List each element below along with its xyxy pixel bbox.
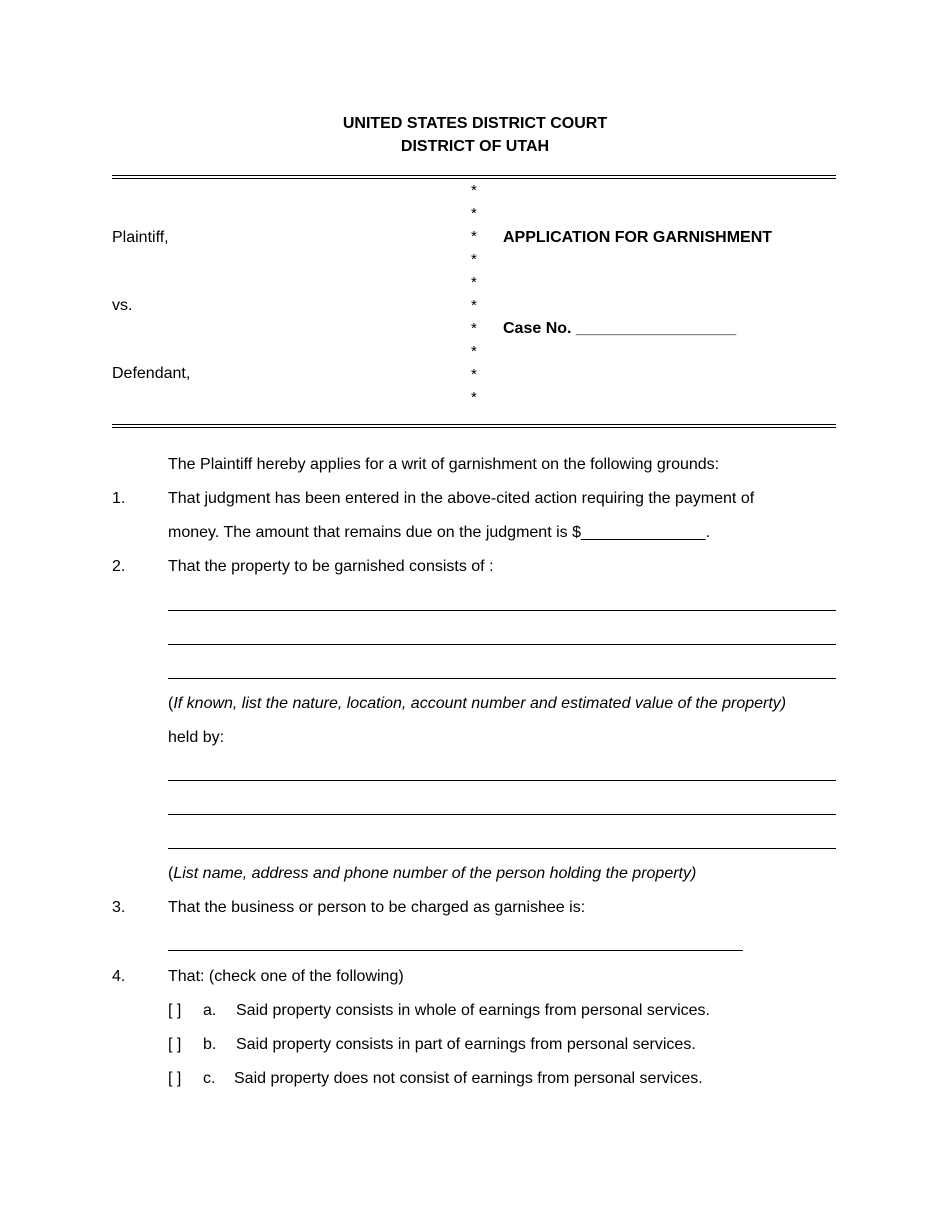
- caption-star: *: [471, 274, 477, 291]
- item-number: 3.: [112, 899, 126, 916]
- caption-star: *: [471, 320, 477, 337]
- garnishee-line[interactable]: [168, 950, 743, 951]
- option-letter: b.: [203, 1036, 217, 1053]
- holder-note: [168, 866, 696, 882]
- caption-star: *: [471, 366, 477, 383]
- case-number-field[interactable]: Case No. __________________: [503, 320, 737, 337]
- item-number: 4.: [112, 968, 126, 985]
- checkbox-b[interactable]: [ ]: [168, 1036, 182, 1053]
- property-line[interactable]: [168, 610, 836, 611]
- property-line[interactable]: [168, 644, 836, 645]
- option-a-text: Said property consists in whole of earnings from personal services.: [236, 1002, 710, 1019]
- holder-line[interactable]: [168, 848, 836, 849]
- item-4-text: That: (check one of the following): [168, 968, 404, 985]
- property-note: [168, 696, 786, 712]
- caption-star: *: [471, 205, 477, 222]
- checkbox-c[interactable]: [ ]: [168, 1070, 182, 1087]
- item-2-text: That the property to be garnished consists of :: [168, 558, 494, 575]
- item-number: 1.: [112, 490, 126, 507]
- item-3-text: That the business or person to be charged as garnishee is:: [168, 899, 586, 916]
- option-letter: a.: [203, 1002, 217, 1019]
- top-rule-1: [112, 175, 836, 176]
- held-by-label: held by:: [168, 729, 225, 746]
- bottom-rule-1: [112, 424, 836, 425]
- judgment-amount-field[interactable]: money. The amount that remains due on the judgment is $______________.: [168, 524, 711, 541]
- defendant-label: Defendant,: [112, 365, 191, 382]
- vs-label: vs.: [112, 297, 133, 314]
- caption-star: *: [471, 389, 477, 406]
- holder-line[interactable]: [168, 780, 836, 781]
- caption-star: *: [471, 343, 477, 360]
- bottom-rule-2: [112, 427, 836, 428]
- holder-note-text: List name, address and phone number of the person holding the property): [173, 865, 697, 882]
- holder-line[interactable]: [168, 814, 836, 815]
- checkbox-a[interactable]: [ ]: [168, 1002, 182, 1019]
- plaintiff-label: Plaintiff,: [112, 229, 169, 246]
- note-paren: (: [168, 695, 174, 712]
- option-c-text: Said property does not consist of earnings from personal services.: [234, 1070, 703, 1087]
- option-b-text: Said property consists in part of earnings from personal services.: [236, 1036, 696, 1053]
- document-title: APPLICATION FOR GARNISHMENT: [503, 229, 773, 246]
- court-name: UNITED STATES DISTRICT COURT: [342, 115, 608, 132]
- property-note-text: If known, list the nature, location, account number and estimated value of the property): [173, 695, 787, 712]
- caption-star: *: [471, 251, 477, 268]
- property-line[interactable]: [168, 678, 836, 679]
- item-number: 2.: [112, 558, 126, 575]
- top-rule-2: [112, 178, 836, 179]
- item-1-text: That judgment has been entered in the above-cited action requiring the payment of: [168, 490, 755, 507]
- option-letter: c.: [203, 1070, 216, 1087]
- intro-text: The Plaintiff hereby applies for a writ of garnishment on the following grounds:: [168, 456, 720, 473]
- note-paren: (: [168, 865, 174, 882]
- caption-star: *: [471, 297, 477, 314]
- caption-star: *: [471, 228, 477, 245]
- caption-star: *: [471, 182, 477, 199]
- court-district: DISTRICT OF UTAH: [400, 138, 550, 155]
